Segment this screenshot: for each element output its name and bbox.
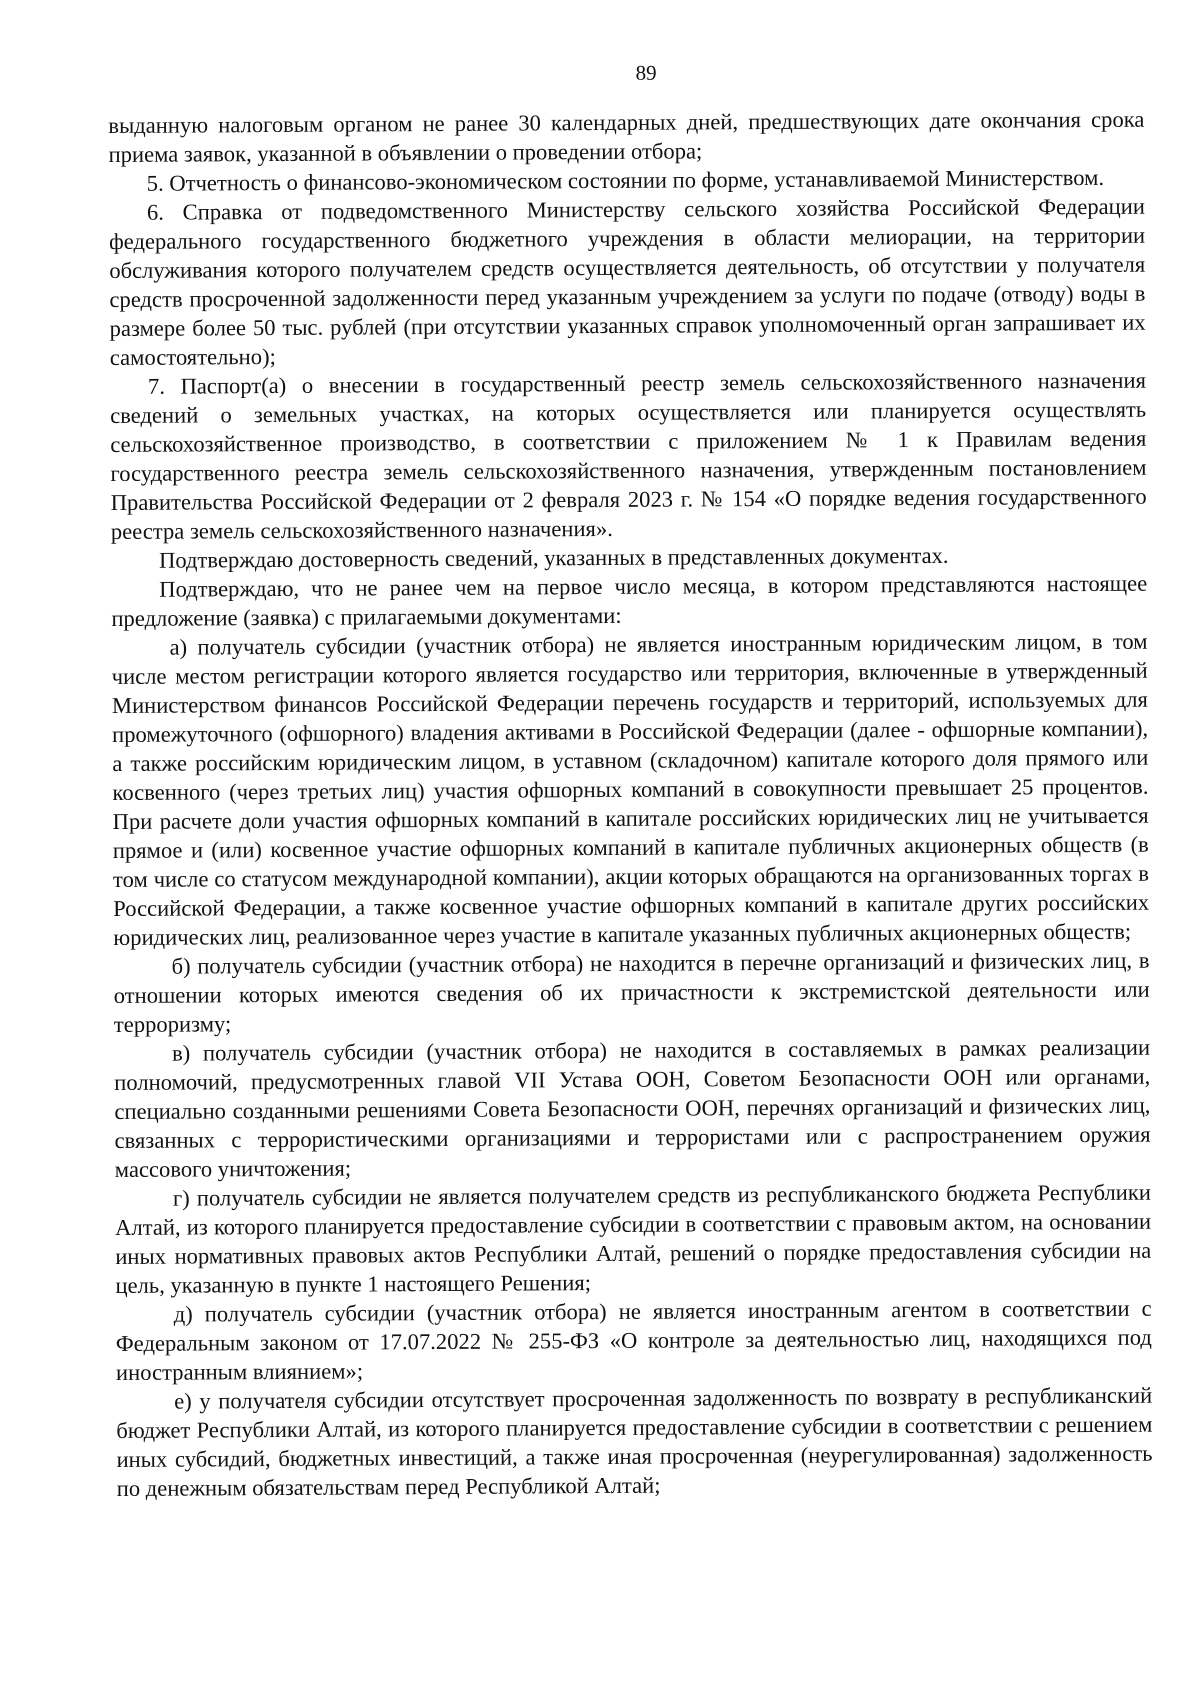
paragraph-sub-b: б) получатель субсидии (участник отбора) не находится в перечне организаций и физических лиц, в отношении которых имеются сведения об их причастности к экстремистской деятельности или терроризму;	[113, 947, 1150, 1037]
paragraph-confirm-intro: Подтверждаю, что не ранее чем на первое число месяца, в котором представляются настоящее предложение (заявка) с прилагаемыми документами:	[111, 570, 1148, 631]
paragraph-item-6: 6. Справка от подведомственного Министерству сельского хозяйства Российской Федерации федерального государственного бюджетного учреждения в области мелиорации, на территории обслуживания которого получателем средств осуществляется деятельность, об отсутствии у получателя средств просроченной задолженности перед указанным учреждением за услуги по подаче (отводу) воды в размере более 50 тыс. рублей (при отсутствии указанных справок уполномоченный орган запрашивает их самостоятельно);	[109, 193, 1146, 370]
paragraph-sub-g: г) получатель субсидии не является получателем средств из республиканского бюджета Республики Алтай, из которого планируется предоставление субсидии в соответствии с правовым актом, на основании иных нормативных правовых актов Республики Алтай, решений о порядке предоставления субсидии на цель, указанную в пункте 1 настоящего Решения;	[115, 1179, 1152, 1298]
paragraph-sub-d: д) получатель субсидии (участник отбора) не является иностранным агентом в соответствии с Федеральным законом от 17.07.2022 № 255-ФЗ «О контроле за деятельностью лиц, находящихся под иностранным влиянием»;	[115, 1295, 1152, 1385]
paragraph-item-5: 5. Отчетность о финансово-экономическом состоянии по форме, устанавливаемой Министерством.	[146, 164, 1105, 196]
paragraph-sub-a: а) получатель субсидии (участник отбора) не является иностранным юридическим лицом, в том числе местом регистрации которого является государство или территория, включенные в утвержденный Министерством финансов Российской Федерации перечень государств и территорий, используемых для промежуточного (офшорного) владения активами в Российской Федерации (далее - офшорные компании), а также российским юридическим лицом, в уставном (складочном) капитале которого доля прямого или косвенного (через третьих лиц) участия офшорных компаний в совокупности превышает 25 процентов. При расчете доли участия офшорных компаний в капитале российских юридических лиц не учитывается прямое и (или) косвенное участие офшорных компаний в капитале публичных акционерных обществ (в том числе со статусом международной компании), акции которых обращаются на организованных торгах в Российской Федерации, а также косвенное участие офшорных компаний в капитале других российских юридических лиц, реализованное через участие в капитале указанных публичных акционерных обществ;	[111, 628, 1150, 950]
paragraph-item-7: 7. Паспорт(а) о внесении в государственный реестр земель сельскохозяйственного назначения сведений о земельных участках, на которых осуществляется или планируется осуществлять сельскохозяйственное производство, в соответствии с приложением № 1 к Правилам ведения государственного реестра земель сельскохозяйственного назначения, утвержденным постановлением Правительства Российской Федерации от 2 февраля 2023 г. № 154 «О порядке ведения государственного реестра земель сельскохозяйственного назначения».	[110, 367, 1147, 544]
paragraph-continuation: выданную налоговым органом не ранее 30 календарных дней, предшествующих дате окончания срока приема заявок, указанной в объявлении о проведении отбора;	[108, 106, 1145, 167]
document-page	[108, 56, 1153, 1503]
paragraph-sub-e: е) у получателя субсидии отсутствует просроченная задолженность по возврату в республиканский бюджет Республики Алтай, из которого планируется предоставление субсидии в соответствии с решением иных субсидий, бюджетных инвестиций, а также иная просроченная (неурегулированная) задолженность по денежным обязательствам перед Республикой Алтай;	[116, 1382, 1153, 1501]
page-number: 89	[635, 60, 657, 85]
paragraph-confirm-accuracy: Подтверждаю достоверность сведений, указанных в представленных документах.	[158, 542, 949, 573]
paragraph-sub-v: в) получатель субсидии (участник отбора) не находится в составляемых в рамках реализации полномочий, предусмотренных главой VII Устава ООН, Советом Безопасности ООН или органами, специально созданными решениями Совета Безопасности ООН, перечнях организаций и физических лиц, связанных с террористическими организациями и террористами или с распространением оружия массового уничтожения;	[114, 1034, 1151, 1182]
